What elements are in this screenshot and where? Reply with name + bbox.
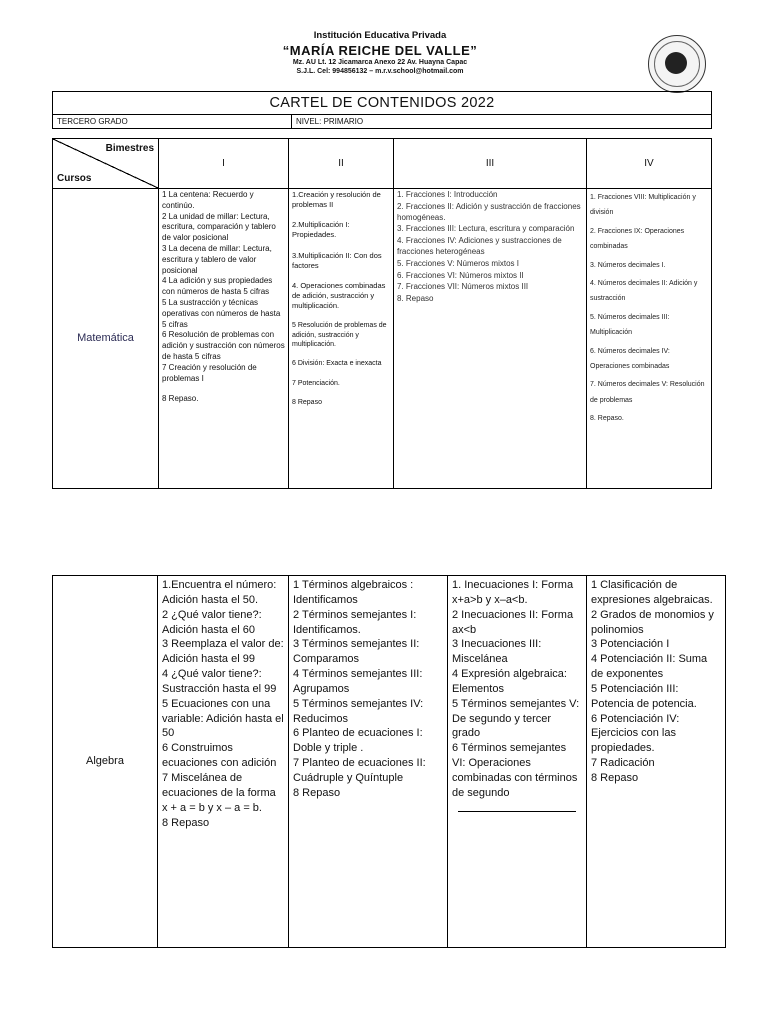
list-item: 1.Creación y resolución de problemas II: [292, 190, 381, 210]
list-item: 3. Fracciones III: Lectura, escritura y comparación: [397, 224, 575, 234]
list-item: 8 Repaso.: [162, 394, 199, 404]
list-item: 8 Repaso: [591, 771, 639, 784]
course-algebra: Algebra: [53, 576, 158, 948]
math-bimestre-iv: [587, 189, 712, 489]
list-item: 8 Repaso: [293, 786, 341, 799]
list-item: 6. Números decimales IV: Operaciones combinadas: [590, 347, 670, 370]
column-header-iv: IV: [587, 139, 712, 189]
list-item: 4. Operaciones combinadas de adición, sustracción y multiplicación.: [292, 280, 386, 310]
column-header-ii: II: [289, 139, 394, 189]
list-item: 4 Potenciación II: Suma de exponentes: [591, 653, 708, 681]
bimestres-label: Bimestres: [105, 143, 154, 154]
math-contents-table: [52, 138, 712, 489]
list-item: 5 La sustracción y técnicas operativas con números de hasta 5 cifras: [162, 297, 281, 329]
list-item: 4 Términos semejantes III: Agrupamos: [293, 668, 423, 695]
signature-line: [458, 811, 576, 812]
list-item: 1. Fracciones VIII: Multiplicación y división: [590, 194, 696, 217]
title-table: [52, 91, 712, 129]
list-item: 2 La unidad de millar: Lectura, escritura, comparación y tablero de valor posicional: [162, 211, 276, 243]
algebra-bimestre-ii: [289, 576, 448, 948]
list-item: 3 Reemplaza el valor de: Adición hasta el 99: [162, 638, 284, 666]
list-item: 1 Clasificación de expresiones algebraicas.: [591, 579, 713, 606]
algebra-bimestre-iii: [448, 576, 587, 948]
document-title: CARTEL DE CONTENIDOS 2022: [53, 92, 712, 115]
math-bimestre-i: [159, 189, 289, 489]
list-item: 6 Resolución de problemas con adición y sustracción con números de hasta 5 cifras: [162, 330, 285, 361]
list-item: 2. Fracciones II: Adición y sustracción de fracciones homogéneas.: [397, 201, 581, 222]
list-item: 6. Fracciones VI: Números mixtos II: [397, 270, 524, 280]
corner-header: [53, 139, 159, 189]
list-item: 5 Términos semejantes IV: Reducimos: [293, 697, 424, 725]
list-item: 2 ¿Qué valor tiene?: Adición hasta el 60: [162, 608, 262, 636]
list-item: 7 Radicación: [591, 757, 655, 770]
list-item: 8 Repaso: [292, 399, 322, 407]
list-item: 5 Potenciación III: Potencia de potencia.: [591, 682, 697, 710]
school-logo: [648, 35, 706, 93]
list-item: 4 ¿Qué valor tiene?: Sustracción hasta el 99: [162, 668, 277, 695]
math-bimestre-ii: [289, 189, 394, 489]
list-item: 2. Fracciones IX: Operaciones combinadas: [590, 227, 685, 251]
list-item: 5 Ecuaciones con una variable: Adición hasta el 50: [162, 697, 284, 740]
algebra-contents-table: [52, 575, 726, 948]
list-item: 1 La centena: Recuerdo y continúo.: [162, 190, 254, 210]
grade-cell: TERCERO GRADO: [53, 115, 292, 129]
list-item: 3. Números decimales I.: [590, 261, 666, 269]
list-item: 8 Repaso: [162, 816, 210, 829]
math-bimestre-iii: [394, 189, 587, 489]
list-item: 6 Términos semejantes VI: Operaciones combinadas con términos de segundo: [452, 742, 578, 799]
level-cell: NIVEL: PRIMARIO: [292, 115, 712, 129]
school-name: “MARÍA REICHE DEL VALLE”: [282, 43, 478, 58]
algebra-bimestre-iv: [587, 576, 726, 948]
list-item: 5. Fracciones V: Números mixtos I: [397, 258, 519, 268]
list-item: 6 Construimos ecuaciones con adición: [162, 742, 277, 770]
algebra-bimestre-i: [158, 576, 289, 948]
diagonal-header: [53, 139, 158, 188]
list-item: 3 Términos semejantes II: Comparamos: [293, 638, 420, 666]
school-address: Mz. AU Lt. 12 Jicamarca Anexo 22 Av. Huayna Capac: [292, 59, 468, 66]
list-item: 2 Grados de monomios y polinomios: [591, 608, 714, 636]
list-item: 6 División: Exacta e inexacta: [292, 360, 382, 368]
list-item: 3 La decena de millar: Lectura, escritura y tablero de valor posicional: [162, 243, 272, 275]
school-contact: S.J.L. Cel: 994856132 – m.r.v.school@hotmail.com: [296, 68, 464, 75]
list-item: 1.Encuentra el número: Adición hasta el 50.: [162, 579, 277, 606]
list-item: 3 Potenciación I: [591, 638, 670, 651]
list-item: 4 Expresión algebraica: Elementos: [452, 668, 567, 695]
cursos-label: Cursos: [57, 172, 92, 184]
list-item: 6 Potenciación IV: Ejercicios con las propiedades.: [591, 712, 680, 755]
list-item: 8. Repaso: [397, 294, 434, 304]
list-item: 2 Inecuaciones II: Forma ax<b: [452, 608, 574, 636]
logo-emblem: [665, 52, 687, 74]
list-item: 6 Planteo de ecuaciones I: Doble y triple .: [293, 727, 423, 755]
list-item: 3.Multiplicación II: Con dos factores: [292, 250, 382, 270]
list-item: 7 Potenciación.: [292, 379, 340, 387]
course-matematica: Matemática: [53, 189, 159, 489]
list-item: 1. Inecuaciones I: Forma x+a>b y x–a<b.: [452, 579, 574, 606]
institution-label: Institución Educativa Privada: [313, 30, 447, 41]
list-item: 4 La adición y sus propiedades con números de hasta 5 cifras: [162, 276, 273, 297]
list-item: 2 Términos semejantes I: Identificamos.: [293, 608, 417, 636]
list-item: 7. Números decimales V: Resolución de problemas: [590, 381, 705, 404]
list-item: 2.Multiplicación I: Propiedades.: [292, 220, 350, 240]
list-item: 8. Repaso.: [590, 415, 624, 423]
list-item: 4. Números decimales II: Adición y sustracción: [590, 279, 698, 303]
list-item: 7 Miscelánea de ecuaciones de la forma x + a = b y x – a = b.: [162, 771, 276, 814]
list-item: 1 Términos algebraicos : Identificamos: [293, 579, 414, 606]
list-item: 5. Números decimales III: Multiplicación: [590, 313, 670, 337]
list-item: 3 Inecuaciones III: Miscelánea: [452, 638, 542, 666]
list-item: 7 Creación y resolución de problemas I: [162, 362, 257, 383]
list-item: 5 Términos semejantes V: De segundo y tercer grado: [452, 697, 580, 740]
list-item: 1. Fracciones I: Introducción: [397, 190, 498, 199]
list-item: 7 Planteo de ecuaciones II: Cuádruple y Quíntuple: [293, 757, 426, 784]
list-item: 4. Fracciones IV: Adiciones y sustracciones de fracciones heterogéneas: [397, 236, 562, 256]
column-header-i: I: [159, 139, 289, 189]
list-item: 7. Fracciones VII: Números mixtos III: [397, 282, 529, 292]
list-item: 5 Resolución de problemas de adición, sustracción y multiplicación.: [292, 322, 387, 348]
column-header-iii: III: [394, 139, 587, 189]
